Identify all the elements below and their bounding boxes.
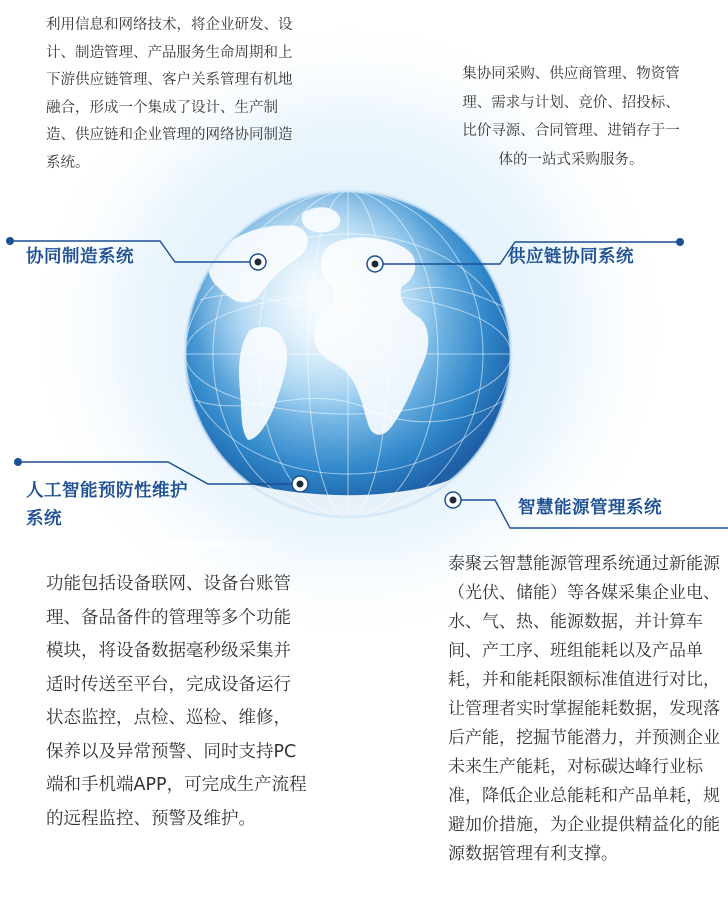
ai-maintenance-description: 功能包括设备联网、设备台账管理、备品备件的管理等多个功能模块，将设备数据毫秒级采集并适时传送至平台，完成设备运行状态监控，点检、巡检、维修，保养以及异常预警、同时支持PC端和手机端APP，可完成生产流程的远程监控、预警及维护。: [46, 574, 307, 829]
energy-description: 泰聚云智慧能源管理系统通过新能源（光伏、储能）等各媒采集企业电、水、气、热、能源数据，并计算车间、产工序、班组能耗以及产品单耗，并和能耗限额标准值进行对比，让管理者实时掌握能耗数据，发现落后产能，挖掘节能潜力，并预测企业未来生产能耗，对标碳达峰行业标准，降低企业总能耗和产品单耗，规避加价措施，为企业提供精益化的能源数据管理有利支撑。: [448, 554, 720, 864]
energy-title: 智慧能源管理系统: [518, 498, 662, 518]
target-marker-icon: [445, 492, 461, 508]
dot-icon: [6, 237, 14, 245]
target-marker-icon: [250, 254, 266, 270]
supply-chain-title: 供应链协同系统: [508, 247, 634, 267]
target-marker-icon: [292, 476, 308, 492]
globe: [185, 191, 511, 520]
collab-manufacturing-title: 协同制造系统: [26, 247, 134, 267]
target-marker-icon: [367, 256, 383, 272]
dot-icon: [14, 458, 22, 466]
fade-band: [18, 540, 286, 548]
supply-chain-description: 集协同采购、供应商管理、物资管理、需求与计划、竞价、招投标、比价寻源、合同管理、进销存于一体的一站式采购服务。: [462, 66, 680, 168]
ai-maintenance-title: 人工智能预防性维护系统: [26, 481, 188, 529]
dot-icon: [676, 238, 684, 246]
collab-manufacturing-description: 利用信息和网络技术，将企业研发、设计、制造管理、产品服务生命周期和上下游供应链管理、客户关系管理有机地融合，形成一个集成了设计、生产制造、供应链和企业管理的网络协同制造系统。: [46, 17, 293, 171]
